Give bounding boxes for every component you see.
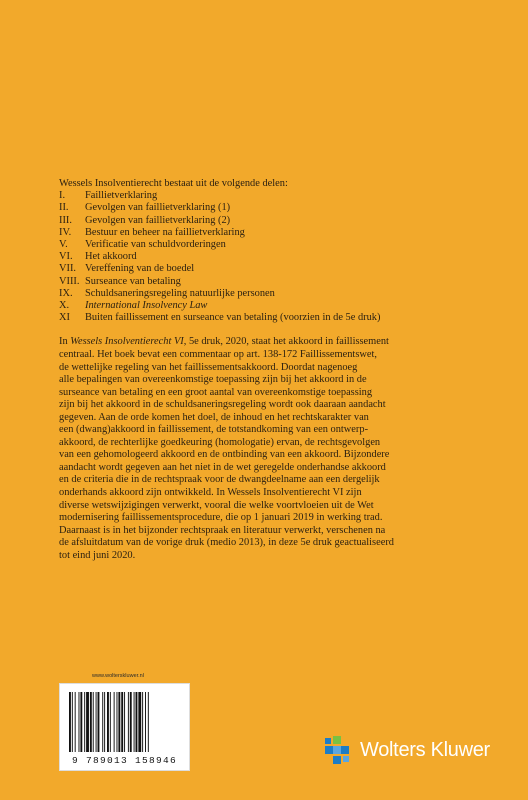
desc-line: surseance van betaling en een groot aantal van overeenkomstige toepassing [59,386,373,398]
part-number: VI. [59,251,73,263]
desc-line: de wettelijke regeling van het faillissementsakkoord. Doordat nagenoeg [59,361,358,373]
desc-line: diverse wetswijzigingen verwerkt, vooral die welke voortvloeien uit de Wet [59,499,374,511]
intro-text: Wessels Insolventierecht bestaat uit de volgende delen: [59,178,288,189]
part-item [59,251,469,263]
part-number: III. [59,214,72,226]
desc-line: en de criteria die in de rechtspraak voor de dwangdeelname aan een dergelijk [59,474,380,486]
barcode-bar [98,692,100,752]
barcode-bar [121,692,123,752]
desc-line: van een gehomologeerd akkoord en de ontbinding van een akkoord. Bijzondere [59,449,390,461]
description [59,336,469,562]
part-title: International Insolvency Law [85,300,208,312]
barcode-bar [93,692,94,752]
part-item [59,263,469,275]
website-url: www.wolterskluwer.nl [92,673,144,679]
barcode-bar [114,692,115,752]
barcode-bar [136,692,138,752]
part-title: Gevolgen van faillietverklaring (1) [85,202,231,214]
part-number: I. [59,190,66,202]
barcode-bar [102,692,103,752]
barcode-bar [145,692,146,752]
barcode-bar [90,692,92,752]
desc-line: aandacht wordt gegeven aan het niet in de wet geregelde onderhandse akkoord [59,461,386,473]
desc-line: akkoord, de rechterlijke goedkeuring (homologatie) ervan, de rechtsgevolgen [59,436,381,448]
part-title: Bestuur en beheer na faillietverklaring [85,226,245,238]
desc-lead: In [59,336,71,348]
desc-line: onderhands akkoord zijn ontwikkeld. In Wessels Insolventierecht VI zijn [59,487,362,498]
barcode-bar [117,692,118,752]
barcode-bar [75,692,76,752]
part-title: Surseance van betaling [85,275,181,287]
desc-line: Daarnaast is in het bijzonder rechtspraak en literatuur verwerkt, verschenen na [59,524,386,536]
part-number: X. [59,300,70,312]
part-item [59,276,469,288]
part-number: V. [59,239,68,251]
part-item [59,239,469,251]
part-title: Faillietverklaring [85,190,158,202]
barcode-bar [142,692,143,752]
desc-line: een (dwang)akkoord in faillissement, de totstandkoming van een ontwerp- [59,424,369,436]
part-number: XI [59,312,70,324]
barcode-bar [110,692,111,752]
parts-list [59,190,469,324]
barcode-bar [84,692,85,752]
publisher-name: Wolters Kluwer [360,738,490,761]
barcode-bar [118,692,120,752]
barcode-bar [128,692,129,752]
wolters-kluwer-logo-icon [322,735,352,765]
barcode-bar [124,692,125,752]
desc-line: tot eind juni 2020. [59,549,136,561]
part-title: Buiten faillissement en surseance van betaling (voorzien in de 5e druk) [85,312,381,324]
part-number: IX. [59,287,73,299]
part-item [59,202,469,214]
desc-line: alle bepalingen van overeenkomstige toepassing zijn bij het akkoord in de [59,374,367,386]
part-number: VII. [59,263,77,275]
part-number: II. [59,202,69,214]
desc-line: centraal. Het boek bevat een commentaar op art. 138-172 Faillissementswet, [59,348,377,360]
part-number: IV. [59,226,72,238]
cover-content [59,178,469,562]
barcode-bar [72,692,73,752]
desc-body [59,336,394,560]
part-title: Het akkoord [85,251,137,263]
part-title: Schuldsaneringsregeling natuurlijke personen [85,287,275,299]
barcode-bar [148,692,149,752]
desc-line: zijn bij het akkoord in de schuldsaneringsregeling wordt ook daaraan aandacht [59,399,386,411]
desc-line: gegeven. Aan de orde komen het doel, de inhoud en het rechtskarakter van [59,411,369,423]
part-item [59,227,469,239]
desc-line: , 5e druk, 2020, staat het akkoord in faillissement [183,336,389,348]
book-title: Wessels Insolventierecht VI [70,336,184,348]
barcode-bar [104,692,105,752]
part-title: Verificatie van schuldvorderingen [85,239,226,251]
part-title: Vereffening van de boedel [85,263,195,275]
barcode-bars [67,692,182,752]
barcode-bar [107,692,109,752]
part-item [59,288,469,300]
barcode-bar [138,692,141,752]
barcode-bar [79,692,80,752]
part-number: VIII. [59,275,80,287]
barcode-bar [134,692,135,752]
part-item [59,190,469,202]
barcode-bar [130,692,132,752]
barcode-digits: 9 789013 158946 [71,755,177,766]
part-item [59,215,469,227]
barcode-bar [69,692,71,752]
barcode [59,683,190,771]
part-item [59,312,469,324]
part-item [59,300,469,312]
desc-line: modernisering faillissementsprocedure, die op 1 januari 2019 in werking trad. [59,512,383,524]
barcode-bar [86,692,89,752]
desc-line: de afsluitdatum van de vorige druk (medio 2013), in deze 5e druk geactualiseerd [59,537,394,549]
barcode-bar [80,692,82,752]
publisher-logo [322,735,490,765]
barcode-bar [96,692,97,752]
part-title: Gevolgen van faillietverklaring (2) [85,214,231,226]
